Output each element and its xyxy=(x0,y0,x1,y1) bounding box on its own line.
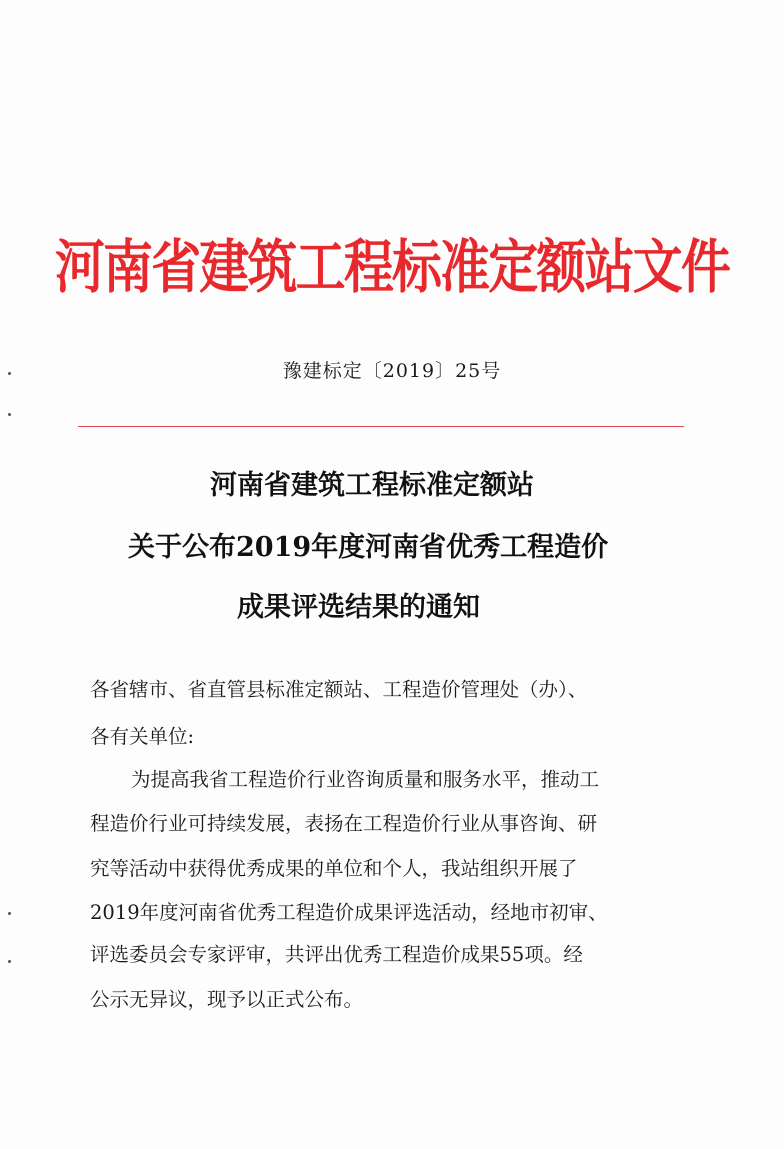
document-header-title: 河南省建筑工程标准定额站文件 xyxy=(54,233,730,301)
body-line-1: 各省辖市、省直管县标准定额站、工程造价管理处（办）、 xyxy=(90,678,588,701)
body-line-7: 评选委员会专家评审，共评出优秀工程造价成果55项。经 xyxy=(90,943,583,966)
body-line-2: 各有关单位: xyxy=(90,725,195,748)
body-line-5: 究等活动中获得优秀成果的单位和个人，我站组织开展了 xyxy=(90,857,578,880)
header-divider xyxy=(78,426,684,427)
body-line-6: 2019年度河南省优秀工程造价成果评选活动，经地市初审、 xyxy=(90,901,608,924)
document-number: 豫建标定〔2019〕25号 xyxy=(282,360,502,382)
notice-title-line-1: 河南省建筑工程标准定额站 xyxy=(210,470,534,501)
body-line-8: 公示无异议，现予以正式公布。 xyxy=(90,988,364,1011)
scan-speck xyxy=(8,960,11,963)
scan-speck xyxy=(8,912,11,915)
notice-title-line-3: 成果评选结果的通知 xyxy=(237,592,480,623)
body-line-4: 程造价行业可持续发展，表扬在工程造价行业从事咨询、研 xyxy=(90,812,598,835)
notice-title-line-2: 关于公布2019年度河南省优秀工程造价 xyxy=(128,532,609,563)
body-line-3: 为提高我省工程造价行业咨询质量和服务水平，推动工 xyxy=(131,768,600,791)
scan-speck xyxy=(8,372,11,375)
scan-speck xyxy=(8,413,11,416)
